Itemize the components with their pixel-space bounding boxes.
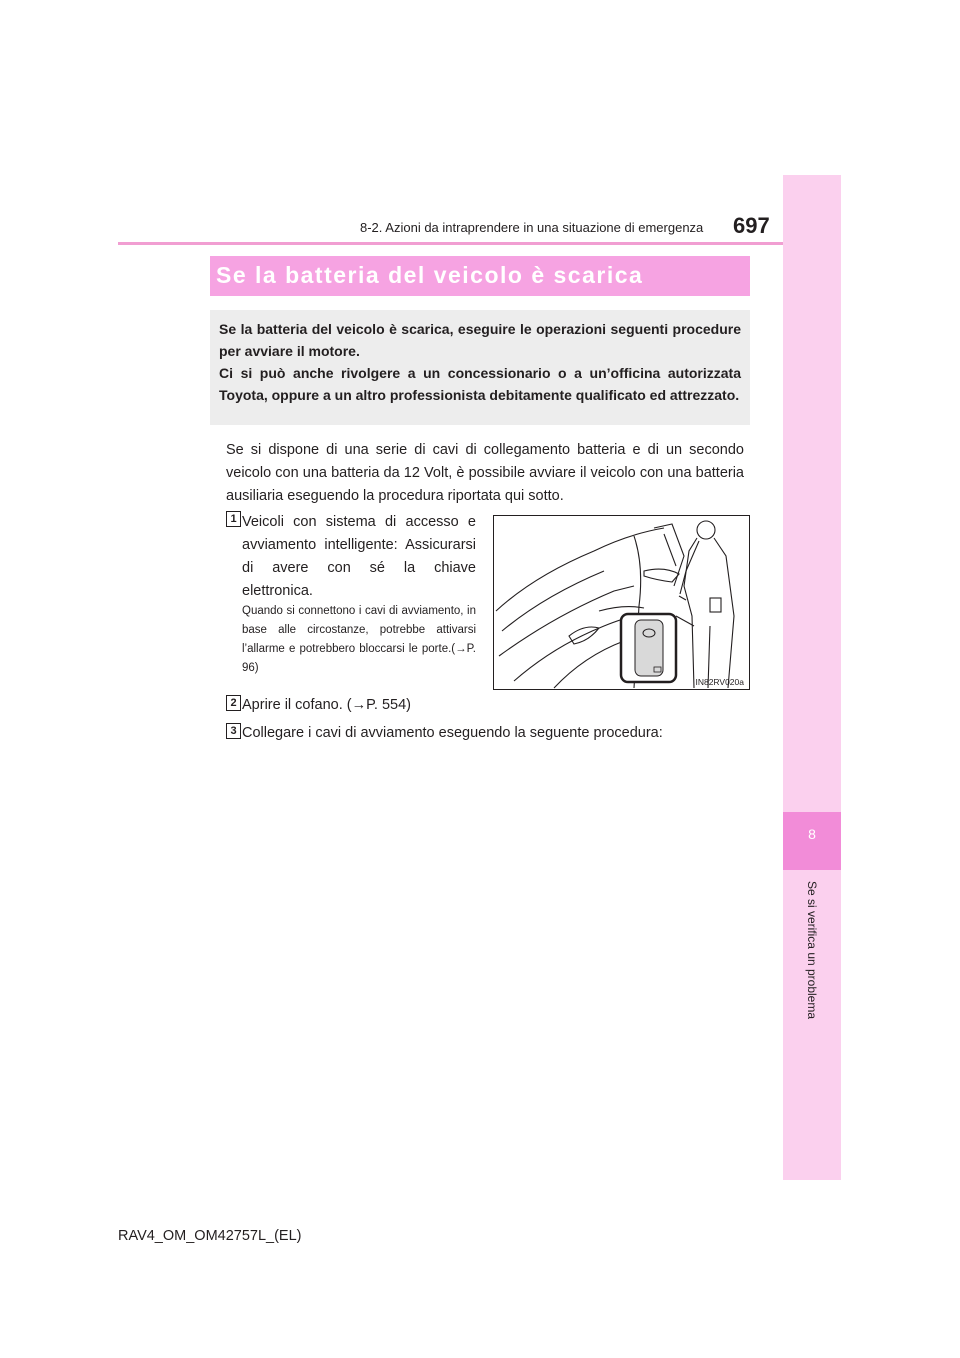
chapter-number: 8 [808, 826, 816, 842]
page-number: 697 [733, 213, 770, 238]
step-1-note: Quando si connettono i cavi di avviamento, in base alle circostanze, potrebbe attivarsi l’allarme e potrebbero bloccarsi le porte.(→P. 96) [242, 605, 476, 674]
step-2-text: Aprire il cofano. (→P. 554) [242, 697, 411, 713]
car-door-person-illustration [494, 516, 749, 689]
section-heading-text: Se la batteria del veicolo è scarica [216, 262, 644, 288]
section-heading [210, 256, 750, 296]
header-rule [118, 242, 840, 245]
step-1-text: Veicoli con sistema di accesso e avviamento intelligente: Assicurarsi di avere con sé la chiave elettronica. [242, 514, 476, 599]
intro-box [210, 310, 750, 425]
chapter-side-tab [783, 175, 841, 1180]
step-1-badge: 1 [226, 511, 241, 527]
key-illustration [493, 515, 750, 690]
step-3-text: Collegare i cavi di avviamento eseguendo la seguente procedura: [242, 725, 663, 741]
intro-line-1: Se la batteria del veicolo è scarica, eseguire le operazioni seguenti procedure per avviare il motore. [219, 321, 741, 359]
section-title: 8-2. Azioni da intraprendere in una situazione di emergenza [360, 220, 704, 235]
step-2-badge: 2 [226, 695, 241, 711]
step-3-badge: 3 [226, 723, 241, 739]
intro-line-2: Ci si può anche rivolgere a un concessionario o a un’officina autorizzata Toyota, oppure a un altro professionista debitamente qualificato ed attrezzato. [219, 365, 741, 403]
figure-code: IN82RV020a [695, 677, 744, 687]
chapter-title: Se si verifica un problema [805, 880, 819, 1020]
manual-code: RAV4_OM_OM42757L_(EL) [118, 1228, 302, 1244]
body-paragraph: Se si dispone di una serie di cavi di collegamento batteria e di un secondo veicolo con una batteria da 12 Volt, è possibile avviare il veicolo con una batteria ausiliaria eseguendo la procedura riportata qui sotto. [226, 442, 744, 504]
